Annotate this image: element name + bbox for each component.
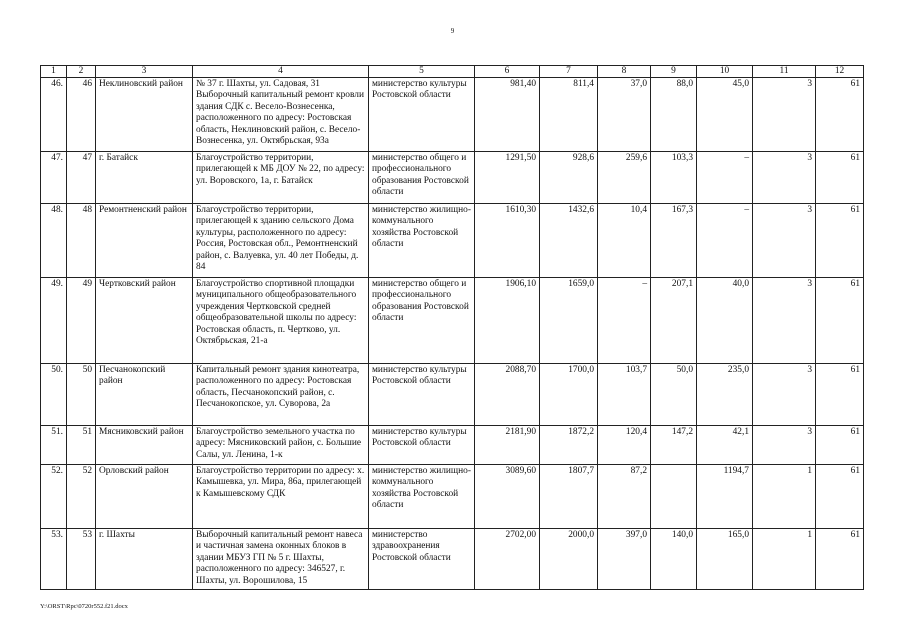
row-index-cell: 53. <box>41 529 67 590</box>
total-amount-cell: 1906,10 <box>475 278 540 364</box>
code-cell: 61 <box>816 152 864 204</box>
amount-cell: 2000,0 <box>540 529 598 590</box>
ministry-cell: министерство жилищно-коммунального хозяйства Ростовской области <box>369 465 475 529</box>
table-row <box>41 465 864 529</box>
row-index-cell: 47. <box>41 152 67 204</box>
district-cell: г. Батайск <box>96 152 193 204</box>
table-row <box>41 152 864 204</box>
header-cell: 8 <box>598 66 651 78</box>
amount-cell <box>651 465 697 529</box>
district-cell: Орловский район <box>96 465 193 529</box>
row-index-cell: 49. <box>41 278 67 364</box>
table-row <box>41 78 864 152</box>
code-cell: 3 <box>753 364 816 426</box>
amount-cell: 147,2 <box>651 426 697 465</box>
object-description-cell: Благоустройство земельного участка по адресу: Мясниковский район, с. Большие Салы, ул. Ленина, 1-к <box>193 426 369 465</box>
code-cell: 3 <box>753 78 816 152</box>
object-description-cell: № 37 г. Шахты, ул. Садовая, 31 Выборочный капитальный ремонт кровли здания СДК с. Весело-Вознесенка, расположенного по адресу: Ростовская область, Неклиновский район, с. Весело-Вознесенка, ул. Октябрьская, 93а <box>193 78 369 152</box>
amount-cell: – <box>697 204 753 278</box>
code-cell: 3 <box>753 278 816 364</box>
amount-cell: 42,1 <box>697 426 753 465</box>
code-cell: 3 <box>753 204 816 278</box>
document-table <box>40 65 864 590</box>
row-index-cell: 51. <box>41 426 67 465</box>
row-number-cell: 50 <box>67 364 96 426</box>
object-description-cell: Благоустройство спортивной площадки муниципального общеобразовательного учреждения Чертковской средней общеобразовательной школы по адресу: Ростовская область, п. Чертково, ул. Октябрьская, 21-а <box>193 278 369 364</box>
code-cell: 61 <box>816 364 864 426</box>
table-row <box>41 529 864 590</box>
amount-cell: 1700,0 <box>540 364 598 426</box>
page-number: 9 <box>450 27 455 35</box>
code-cell: 61 <box>816 529 864 590</box>
code-cell: 61 <box>816 465 864 529</box>
amount-cell: 235,0 <box>697 364 753 426</box>
table-row <box>41 426 864 465</box>
amount-cell: 1872,2 <box>540 426 598 465</box>
table-row <box>41 364 864 426</box>
code-cell: 1 <box>753 465 816 529</box>
amount-cell: 207,1 <box>651 278 697 364</box>
code-cell: 61 <box>816 78 864 152</box>
row-number-cell: 52 <box>67 465 96 529</box>
header-cell: 1 <box>41 66 67 78</box>
object-description-cell: Благоустройство территории по адресу: х. Камышевка, ул. Мира, 86а, прилегающей к Камышевскому СДК <box>193 465 369 529</box>
total-amount-cell: 1291,50 <box>475 152 540 204</box>
ministry-cell: министерство общего и профессионального образования Ростовской области <box>369 278 475 364</box>
amount-cell: 928,6 <box>540 152 598 204</box>
amount-cell: 167,3 <box>651 204 697 278</box>
row-number-cell: 51 <box>67 426 96 465</box>
object-description-cell: Благоустройство территории, прилегающей к МБ ДОУ № 22, по адресу: ул. Воровского, 1а, г. Батайск <box>193 152 369 204</box>
object-description-cell: Выборочный капитальный ремонт навеса и частичная замена оконных блоков в здании МБУЗ ГП № 5 г. Шахты, расположенного по адресу: 346527, г. Шахты, ул. Ворошилова, 15 <box>193 529 369 590</box>
row-index-cell: 50. <box>41 364 67 426</box>
amount-cell: – <box>697 152 753 204</box>
amount-cell: 88,0 <box>651 78 697 152</box>
total-amount-cell: 1610,30 <box>475 204 540 278</box>
amount-cell: 10,4 <box>598 204 651 278</box>
column-number-row <box>41 66 864 78</box>
total-amount-cell: 2702,00 <box>475 529 540 590</box>
code-cell: 1 <box>753 529 816 590</box>
total-amount-cell: 3089,60 <box>475 465 540 529</box>
code-cell: 61 <box>816 204 864 278</box>
row-number-cell: 47 <box>67 152 96 204</box>
header-cell: 10 <box>697 66 753 78</box>
row-number-cell: 49 <box>67 278 96 364</box>
total-amount-cell: 2088,70 <box>475 364 540 426</box>
ministry-cell: министерство здравоохранения Ростовской области <box>369 529 475 590</box>
amount-cell: 259,6 <box>598 152 651 204</box>
district-cell: Чертковский район <box>96 278 193 364</box>
row-number-cell: 48 <box>67 204 96 278</box>
amount-cell: 37,0 <box>598 78 651 152</box>
object-description-cell: Благоустройство территории, прилегающей к зданию сельского Дома культуры, расположенного по адресу: Россия, Ростовская обл., Ремонтненский район, с. Валуевка, ул. 40 лет Победы, д. 84 <box>193 204 369 278</box>
amount-cell: 87,2 <box>598 465 651 529</box>
object-description-cell: Капитальный ремонт здания кинотеатра, расположенного по адресу: Ростовская область, Песчанокопский район, с. Песчанокопское, ул. Суворова, 2а <box>193 364 369 426</box>
amount-cell: 165,0 <box>697 529 753 590</box>
header-cell: 5 <box>369 66 475 78</box>
header-cell: 9 <box>651 66 697 78</box>
row-index-cell: 52. <box>41 465 67 529</box>
header-cell: 2 <box>67 66 96 78</box>
total-amount-cell: 981,40 <box>475 78 540 152</box>
ministry-cell: министерство культуры Ростовской области <box>369 78 475 152</box>
amount-cell: 1807,7 <box>540 465 598 529</box>
code-cell: 61 <box>816 426 864 465</box>
amount-cell: 140,0 <box>651 529 697 590</box>
amount-cell: 50,0 <box>651 364 697 426</box>
amount-cell: 120,4 <box>598 426 651 465</box>
district-cell: Песчанокопский район <box>96 364 193 426</box>
ministry-cell: министерство общего и профессионального образования Ростовской области <box>369 152 475 204</box>
ministry-cell: министерство культуры Ростовской области <box>369 426 475 465</box>
district-cell: Неклиновский район <box>96 78 193 152</box>
district-cell: Мясниковский район <box>96 426 193 465</box>
amount-cell: 1194,7 <box>697 465 753 529</box>
table-body <box>41 78 864 590</box>
header-cell: 11 <box>753 66 816 78</box>
amount-cell: 1659,0 <box>540 278 598 364</box>
table-row <box>41 204 864 278</box>
row-number-cell: 46 <box>67 78 96 152</box>
row-index-cell: 46. <box>41 78 67 152</box>
table-row <box>41 278 864 364</box>
amount-cell: – <box>598 278 651 364</box>
row-index-cell: 48. <box>41 204 67 278</box>
header-cell: 3 <box>96 66 193 78</box>
amount-cell: 397,0 <box>598 529 651 590</box>
header-cell: 6 <box>475 66 540 78</box>
ministry-cell: министерство культуры Ростовской области <box>369 364 475 426</box>
code-cell: 61 <box>816 278 864 364</box>
ministry-cell: министерство жилищно-коммунального хозяйства Ростовской области <box>369 204 475 278</box>
header-cell: 7 <box>540 66 598 78</box>
amount-cell: 45,0 <box>697 78 753 152</box>
amount-cell: 40,0 <box>697 278 753 364</box>
code-cell: 3 <box>753 152 816 204</box>
amount-cell: 103,7 <box>598 364 651 426</box>
amount-cell: 1432,6 <box>540 204 598 278</box>
amount-cell: 103,3 <box>651 152 697 204</box>
code-cell: 3 <box>753 426 816 465</box>
file-path-footer: Y:\ORST\Rpc\0720r552.f21.docx <box>40 603 128 610</box>
header-cell: 12 <box>816 66 864 78</box>
row-number-cell: 53 <box>67 529 96 590</box>
district-cell: Ремонтненский район <box>96 204 193 278</box>
district-cell: г. Шахты <box>96 529 193 590</box>
header-cell: 4 <box>193 66 369 78</box>
total-amount-cell: 2181,90 <box>475 426 540 465</box>
amount-cell: 811,4 <box>540 78 598 152</box>
